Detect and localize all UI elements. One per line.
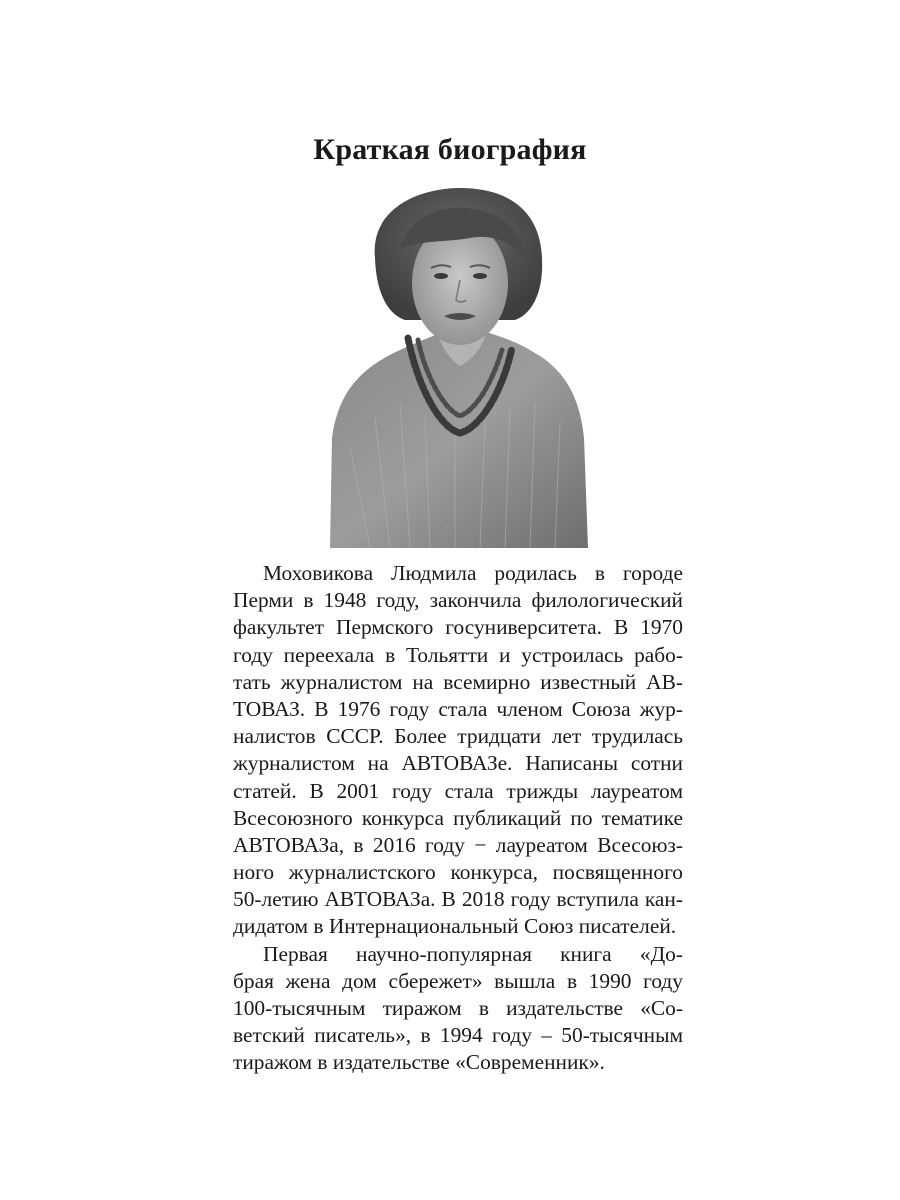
text-line: Перми в 1948 году, закончила филологический (233, 588, 683, 613)
text-line: налистов СССР. Более тридцати лет трудилась (233, 724, 683, 749)
page-title: Краткая биография (313, 133, 587, 166)
text-line: Моховикова Людмила родилась в городе (263, 561, 683, 585)
text-line: статей. В 2001 году стала трижды лауреатом (233, 778, 683, 803)
portrait-photo (330, 188, 588, 548)
text-line: 100-тысячным тиражом в издательстве «Со- (233, 996, 683, 1020)
text-line: тать журналистом на всемирно известный АВ- (233, 669, 683, 694)
bio-paragraph-2 (233, 941, 683, 1077)
biography-text (233, 560, 683, 1077)
text-line: 50-летию АВТОВАЗа. В 2018 году вступила кан- (233, 887, 683, 912)
text-line: факультет Пермского госуниверситета. В 1970 (233, 615, 683, 640)
text-line: брая жена дом сбережет» вышла в 1990 году (233, 968, 683, 993)
bio-paragraph-1 (233, 560, 683, 941)
text-line: АВТОВАЗа, в 2016 году − лауреатом Всесоюз- (233, 832, 683, 857)
text-line: ветский писатель», в 1994 году – 50-тысячным (233, 1023, 683, 1048)
text-line: тиражом в издательстве «Современник». (233, 1050, 605, 1075)
text-line: году переехала в Тольятти и устроилась рабо- (233, 642, 683, 667)
text-line: ТОВАЗ. В 1976 году стала членом Союза жур- (233, 696, 683, 721)
text-line: дидатом в Интернациональный Союз писателей. (233, 914, 677, 939)
text-line: журналистом на АВТОВАЗе. Написаны сотни (233, 751, 683, 776)
text-line: Всесоюзного конкурса публикаций по тематике (233, 805, 683, 830)
text-line: ного журналистского конкурса, посвященного (233, 860, 683, 885)
text-line: Первая научно-популярная книга «До- (263, 941, 683, 966)
